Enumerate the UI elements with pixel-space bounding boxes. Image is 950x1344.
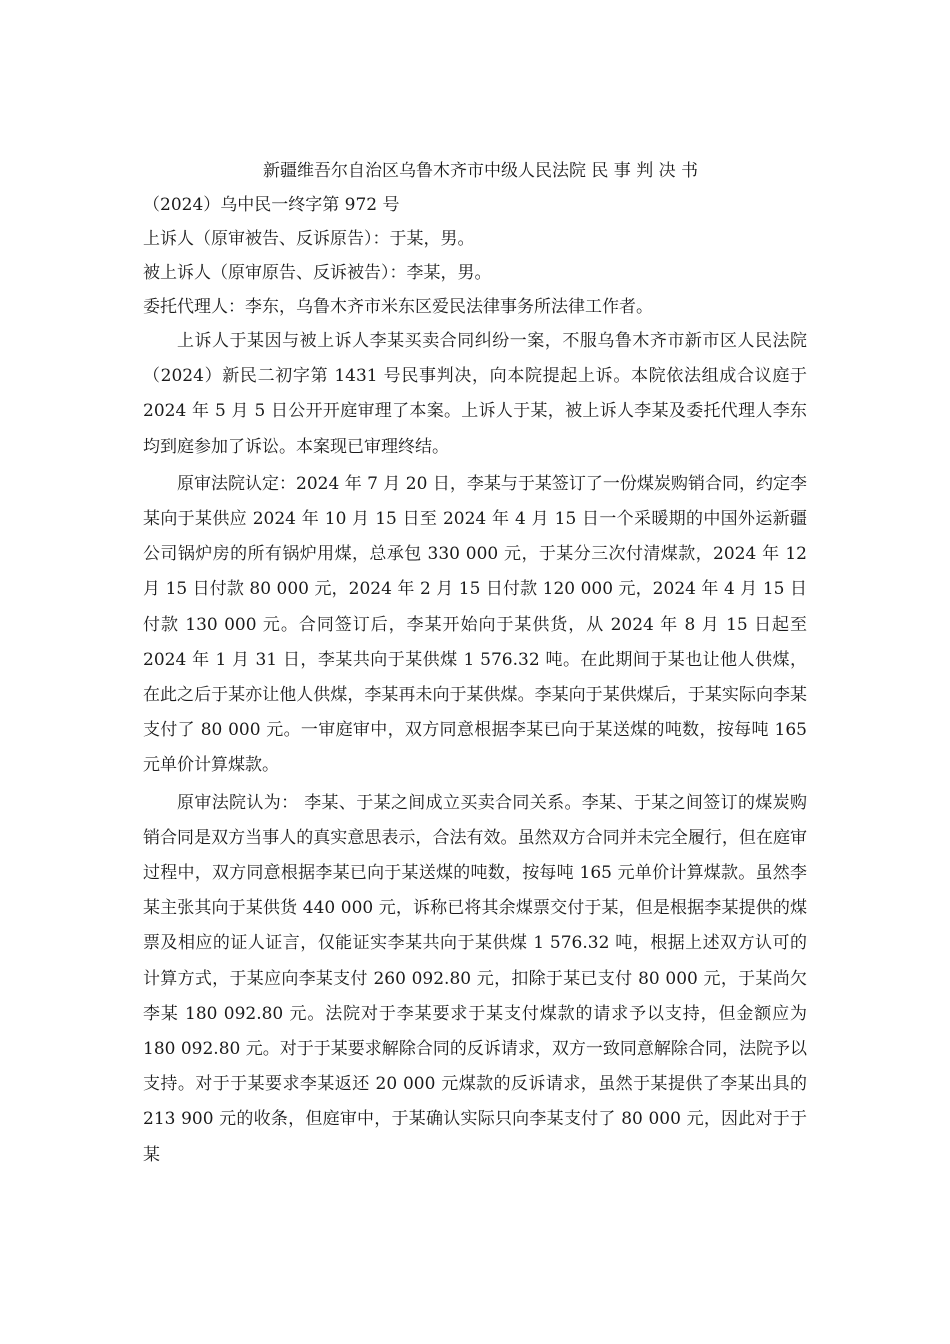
party-appellee: 被上诉人（原审原告、反诉被告）：李某，男。: [143, 263, 492, 283]
judgment-document: [143, 154, 807, 1173]
paragraph-case-intro: 上诉人于某因与被上诉人李某买卖合同纠纷一案，不服乌鲁木齐市新市区人民法院（2024）新民二初字第 1431 号民事判决，向本院提起上诉。本院依法组成合议庭于 2024 年 5 月 5 日公开开庭审理了本案。上诉人于某，被上诉人李某及委托代理人李东均到庭参加了诉讼。本案现已审理终结。: [143, 331, 807, 457]
party-appellant: 上诉人（原审被告、反诉原告）：于某，男。: [143, 229, 475, 249]
paragraph-court-reasoning: 原审法院认为： 李某、于某之间成立买卖合同关系。李某、于某之间签订的煤炭购销合同是双方当事人的真实意思表示，合法有效。虽然双方合同并未完全履行，但在庭审过程中，双方同意根据李某已向于某送煤的吨数，按每吨 165 元单价计算煤款。虽然李某主张其向于某供货 440 000 元，诉称已将其余煤票交付于某，但是根据李某提供的煤票及相应的证人证言，仅能证实李某共向于某供煤 1 576.32 吨，根据上述双方认可的计算方式，于某应向李某支付 260 092.80 元，扣除于某已支付 80 000 元，于某尚欠李某 180 092.80 元。法院对于李某要求于某支付煤款的请求予以支持，但金额应为 180 092.80 元。对于于某要求解除合同的反诉请求，双方一致同意解除合同，法院予以支持。对于于某要求李某返还 20 000 元煤款的反诉请求，虽然于某提供了李某出具的 213 900 元的收条，但庭审中，于某确认实际只向李某支付了 80 000 元，因此对于于某: [143, 792, 807, 1165]
party-agent: 委托代理人：李东，乌鲁木齐市米东区爱民法律事务所法律工作者。: [143, 297, 653, 317]
case-number: （2024）乌中民一终字第 972 号: [143, 195, 400, 215]
paragraph-facts-found: 原审法院认定：2024 年 7 月 20 日，李某与于某签订了一份煤炭购销合同，约定李某向于某供应 2024 年 10 月 15 日至 2024 年 4 月 15 日一个采暖期的中国外运新疆公司锅炉房的所有锅炉用煤，总承包 330 000 元，于某分三次付清煤款，2024 年 12 月 15 日付款 80 000 元，2024 年 2 月 15 日付款 120 000 元，2024 年 4 月 15 日付款 130 000 元。合同签订后，李某开始向于某供货，从 2024 年 8 月 15 日起至 2024 年 1 月 31 日，李某共向于某供煤 1 576.32 吨。在此期间于某也让他人供煤，在此之后于某亦让他人供煤，李某再未向于某供煤。李某向于某供煤后，于某实际向李某支付了 80 000 元。一审庭审中，双方同意根据李某已向于某送煤的吨数，按每吨 165 元单价计算煤款。: [143, 473, 807, 776]
document-title: 新疆维吾尔自治区乌鲁木齐市中级人民法院 民 事 判 决 书: [263, 161, 699, 181]
